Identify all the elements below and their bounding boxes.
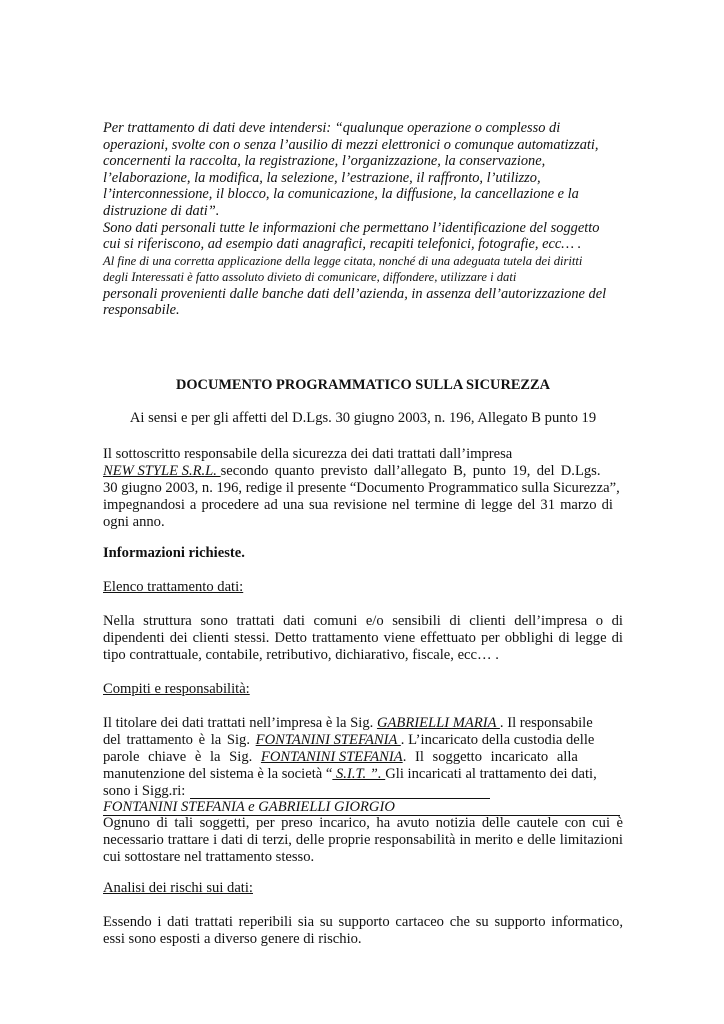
intro-line-small: Al fine di una corretta applicazione della legge citata, nonché di una adeguata tutela dei diritti — [103, 253, 583, 268]
intro-line: Sono dati personali tutte le informazioni che permettano l’identificazione del soggetto — [103, 219, 600, 236]
section-heading-compiti: Compiti e responsabilità: — [103, 681, 250, 697]
info-heading: Informazioni richieste. — [103, 545, 245, 561]
section-text-compiti: Ognuno di tali soggetti, per preso incarico, ha avuto notizia delle cautele con cui è necessario trattare i dati di terzi, delle proprie responsabilità in merito e delle limitazioni cui sottostare nel trattamento stesso. — [103, 815, 623, 865]
declaration-line: impegnandosi a procedere ad una sua revisione nel termine di legge del 31 marzo di — [103, 497, 613, 513]
declaration-line: Il sottoscritto responsabile della sicurezza dei dati trattati dall’impresa — [103, 446, 513, 462]
intro-line: operazioni, svolte con o senza l’ausilio di mezzi elettronici o comunque automatizzati, — [103, 136, 599, 153]
section-text-rischi: Essendo i dati trattati reperibili sia su supporto cartaceo che su supporto informatico, essi sono esposti a diverso genere di rischio. — [103, 914, 623, 947]
declaration-line: ogni anno. — [103, 514, 165, 530]
document-subtitle: Ai sensi e per gli affetti del D.Lgs. 30 giugno 2003, n. 196, Allegato B punto 19 — [129, 410, 597, 426]
intro-paragraph — [103, 120, 623, 319]
assignees-names: FONTANINI STEFANIA e GABRIELLI GIORGIO — [103, 799, 395, 815]
intro-line: Per trattamento di dati deve intendersi: “qualunque operazione o complesso di — [103, 120, 561, 136]
intro-line: l’elaborazione, la modifica, la selezione, l’estrazione, il raffronto, l’utilizzo, — [103, 169, 541, 186]
responsibility-line: sono i Sigg.ri: — [103, 783, 186, 799]
intro-line: concernenti la raccolta, la registrazione, l’organizzazione, la conservazione, — [103, 153, 546, 170]
declaration-text: secondo quanto previsto dall’allegato B, punto 19, del D.Lgs. — [220, 463, 601, 479]
document-title: DOCUMENTO PROGRAMMATICO SULLA SICUREZZA — [175, 377, 551, 393]
intro-line: distruzione di dati”. — [103, 202, 220, 219]
responsibility-line: parole chiave è la Sig. FONTANINI STEFANIA. Il soggetto incaricato alla — [103, 749, 578, 765]
responsibility-line: manutenzione del sistema è la società “ S.I.T. ”. Gli incaricati al trattamento dei dati, — [103, 766, 597, 782]
custodian-name: FONTANINI STEFANIA — [260, 749, 403, 765]
declaration-line: 30 giugno 2003, n. 196, redige il presente “Documento Programmatico sulla Sicurezza”, — [103, 480, 620, 496]
section-text-elenco: Nella struttura sono trattati dati comuni e/o sensibili di clienti dell’impresa o di dipendenti dei clienti stessi. Detto trattamento viene effettuato per obblighi di legge di tipo contrattuale, contabile, retributivo, dichiarativo, fiscale, ecc… . — [103, 613, 623, 663]
manager-name: FONTANINI STEFANIA — [255, 732, 401, 748]
responsibility-line: del trattamento è la Sig. FONTANINI STEFANIA . L’incaricato della custodia delle — [103, 732, 595, 748]
intro-line: personali provenienti dalle banche dati dell’azienda, in assenza dell’autorizzazione del — [103, 285, 607, 302]
intro-line: cui si riferiscono, ad esempio dati anagrafici, recapiti telefonici, fotografie, ecc… . — [103, 236, 582, 253]
section-heading-rischi: Analisi dei rischi sui dati: — [103, 880, 253, 896]
company-name: NEW STYLE S.R.L. — [103, 463, 221, 479]
responsibility-line: Il titolare dei dati trattati nell’impresa è la Sig. GABRIELLI MARIA . Il responsabile — [103, 715, 593, 731]
maintenance-company: S.I.T. ”. — [332, 766, 386, 782]
owner-name: GABRIELLI MARIA — [376, 715, 500, 731]
intro-line: l’interconnessione, il blocco, la comunicazione, la diffusione, la cancellazione e la — [103, 186, 579, 203]
intro-line-small: degli Interessati è fatto assoluto divieto di comunicare, diffondere, utilizzare i dati — [103, 270, 517, 285]
declaration-line — [103, 463, 623, 480]
intro-line: responsabile. — [103, 302, 180, 319]
section-heading-elenco: Elenco trattamento dati: — [103, 579, 244, 595]
